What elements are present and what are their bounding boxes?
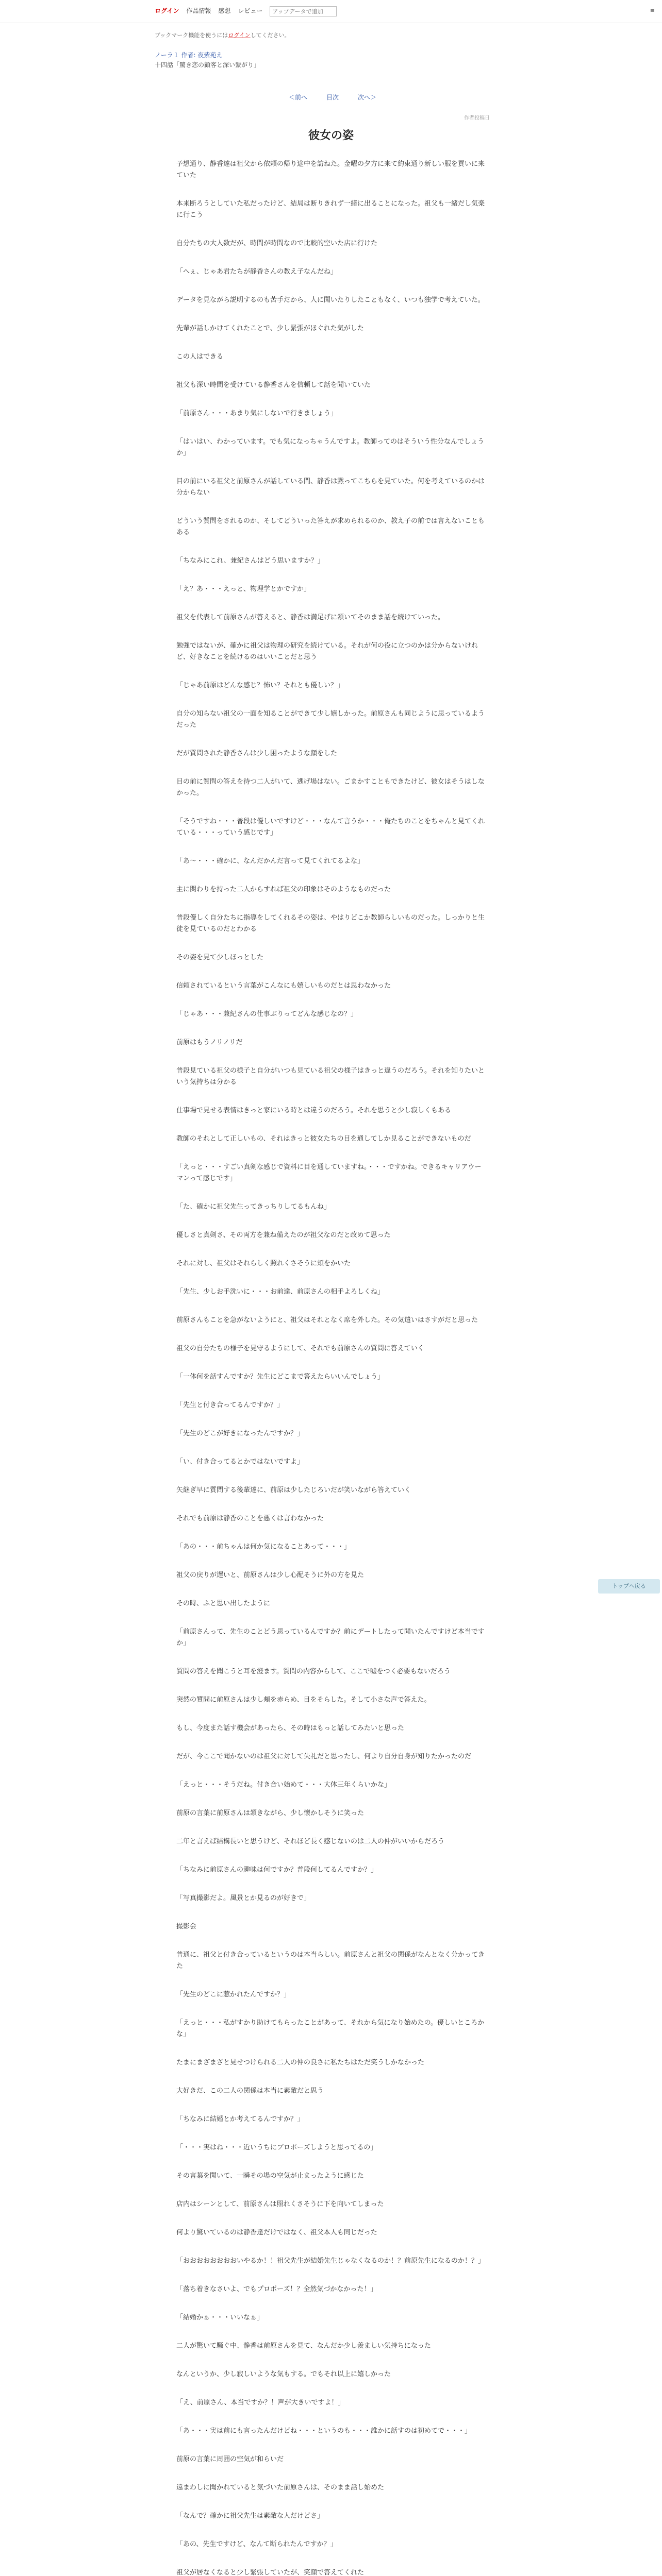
- paragraph: 祖父の戻りが遅いと、前原さんは少し心配そうに外の方を見た: [176, 1571, 365, 1579]
- paragraph: 「へぇ、じゃあ君たちが静香さんの教え子なんだね」: [176, 268, 338, 276]
- paragraph: 「あ～・・・確かに、なんだかんだ言って見てくれてるよな」: [176, 857, 365, 865]
- paragraph: もし、今度また話す機会があったら、その時はもっと話してみたいと思った: [176, 1724, 404, 1732]
- paragraph: 予想通り、静香達は祖父から依頼の帰り途中を訪ねた。金曜の夕方に来て約束通り新しい服を買いに来ていた: [176, 160, 485, 179]
- paragraph: 「えっと・・・すごい真剣な感じで資料に目を通していますね。・・・ですかね。できるキャリアウーマンって感じです」: [176, 1163, 482, 1182]
- paragraph: 「落ち着きなさいよ、でもプロポーズ！？全然気づかなかった！」: [176, 2285, 377, 2293]
- paragraph: 勉強ではないが、確かに祖父は物理の研究を続けている。それが何の役に立つのかは分からないけれど、好きなことを続けるのはいいことだと思う: [176, 642, 478, 661]
- paragraph: 「先生と付き合ってるんですか？」: [176, 1401, 284, 1409]
- paragraph: 「た、確かに祖父先生ってきっちりしてるもんね」: [176, 1203, 331, 1211]
- paragraph: 「結婚かぁ・・・いいなぁ」: [176, 2314, 264, 2321]
- paragraph: 祖父を代表して前原さんが答えると、静香は満足げに頷いてそのまま話を続けていった。: [176, 614, 445, 621]
- menu-icon[interactable]: ≡: [650, 7, 655, 14]
- notice-login-link[interactable]: ログイン: [228, 32, 251, 39]
- paragraph: 「そうですね・・・普段は優しいですけど・・・なんて言うか・・・俺たちのことをちゃんと見てくれている・・・っていう感じです」: [176, 818, 485, 837]
- paragraph: データを見ながら説明するのも苦手だから、人に聞いたりしたこともなく、いつも独学で考えていた。: [176, 296, 485, 304]
- paragraph: だが質問された静香さんは少し困ったような顔をした: [176, 750, 338, 757]
- nav-item-comments[interactable]: 感想: [218, 7, 231, 15]
- paragraph: 「おおおおおおおおいやるか！！祖父先生が結婚先生じゃなくなるのか！？前原先生になるのか！？」: [176, 2257, 485, 2265]
- paragraph: 店内はシーンとして、前原さんは照れくさそうに下を向いてしまった: [176, 2200, 384, 2208]
- notice-text-before: ブックマーク機能を使うには: [155, 32, 228, 39]
- paragraph: なんというか、少し寂しいような気もする。でもそれ以上に嬉しかった: [176, 2370, 391, 2378]
- paragraph: 何より驚いているのは静香達だけではなく、祖父本人も同じだった: [176, 2229, 377, 2236]
- top-bar: [0, 0, 662, 23]
- paragraph: それでも前原は静香のことを悪くは言わなかった: [176, 1515, 324, 1522]
- paragraph: 前原の言葉に周囲の空気が和らいだ: [176, 2455, 284, 2463]
- nav-item-info[interactable]: 作品情報: [186, 7, 211, 15]
- paragraph: 祖父の自分たちの様子を見守るようにして、それでも前原さんの質問に答えていく: [176, 1345, 424, 1352]
- paragraph: 大好きだ、この二人の関係は本当に素敵だと思う: [176, 2087, 324, 2095]
- paragraph: この人はできる: [176, 353, 224, 361]
- paragraph: 「い、付き合ってるとかではないですよ」: [176, 1458, 304, 1466]
- paragraph: 自分たちの大人数だが、時間が時間なので比較的空いた店に行けた: [176, 240, 378, 247]
- paragraph: だが、今ここで聞かないのは祖父に対して失礼だと思ったし、何より自分自身が知りたかったのだ: [176, 1753, 472, 1760]
- search-input[interactable]: [270, 6, 337, 16]
- paragraph: 祖父が居なくなると少し緊張していたが、笑顔で答えてくれた: [176, 2569, 365, 2576]
- paragraph: 遠まわしに聞かれていると気づいた前原さんは、そのまま話し始めた: [176, 2484, 385, 2492]
- paragraph: 目の前にいる祖父と前原さんが話している間、静香は黙ってこちらを見ていた。何を考えているのかは分からない: [176, 478, 485, 497]
- paragraph: 「先生のどこに惹かれたんですか？」: [176, 1991, 291, 1998]
- paragraph: 「じゃあ前原はどんな感じ？怖い？それとも優しい？」: [176, 682, 344, 689]
- toc-link[interactable]: 目次: [326, 94, 339, 101]
- top-nav: [155, 6, 337, 16]
- paragraph: 仕事場で見せる表情はきっと家にいる時とは違うのだろう。それを思うと少し寂しくもある: [176, 1107, 452, 1114]
- paragraph: 教師のそれとして正しいもの、それはきっと彼女たちの目を通してしか見ることができないものだ: [176, 1135, 471, 1143]
- paragraph: 「えっと・・・私がすかり助けてもらったことがあって、それから気になり始めたの。優しいところかな」: [176, 2019, 485, 2038]
- paragraph: 「えっと・・・そうだね。付き合い始めて・・・大体三年くらいかな」: [176, 1781, 391, 1789]
- paragraph: どういう質問をされるのか、そしてどういった答えが求められるのか、教え子の前では言えないこともある: [176, 517, 485, 536]
- paragraph: 「ちなみに前原さんの趣味は何ですか？普段何してるんですか？」: [176, 1866, 378, 1874]
- paragraph: 「前原さんって、先生のことどう思っているんですか？前にデートしたって聞いたんですけど本当ですか」: [176, 1628, 485, 1647]
- paragraph: 「え、前原さん、本当ですか？！声が大きいですよ！」: [176, 2399, 345, 2406]
- paragraph: それに対し、祖父はそれらしく照れくさそうに頬をかいた: [176, 1260, 351, 1267]
- pager: [289, 93, 376, 103]
- paragraph: 普段見ている祖父の様子と自分がいつも見ている祖父の様子はきっと違うのだろう。それを知りたいという気持ちは分かる: [176, 1067, 485, 1086]
- paragraph: 「ちなみにこれ、兼紀さんはどう思いますか？」: [176, 557, 324, 565]
- paragraph: その時、ふと思い出したように: [176, 1600, 271, 1607]
- paragraph: 優しさと真剣さ、その両方を兼ね備えたのが祖父なのだと改めて思った: [176, 1231, 391, 1239]
- paragraph: 「なんで？確かに祖父先生は素敵な人だけどさ」: [176, 2512, 324, 2520]
- paragraph: 矢継ぎ早に質問する後輩達に、前原は少したじろいだが笑いながら答えていく: [176, 1486, 411, 1494]
- paragraph: 普通に、祖父と付き合っているというのは本当らしい。前原さんと祖父の関係がなんとなく分かってきた: [176, 1951, 485, 1970]
- paragraph: 「あの、先生ですけど、なんて断られたんですか？」: [176, 2540, 337, 2548]
- paragraph: 「先生、少しお手洗いに・・・お前達、前原さんの相手よろしくね」: [176, 1288, 385, 1296]
- paragraph: 主に関わりを持った二人からすれば祖父の印象はそのようなものだった: [176, 886, 391, 893]
- paragraph: 「前原さん・・・あまり気にしないで行きましょう」: [176, 410, 338, 417]
- paragraph: 目の前に質問の答えを待つ二人がいて、逃げ場はない。ごまかすこともできたけど、彼女はそうはしなかった。: [176, 778, 485, 797]
- paragraph: 「じゃあ・・・兼紀さんの仕事ぶりってどんな感じなの？」: [176, 1010, 358, 1018]
- chapter-title: 彼女の姿: [308, 129, 354, 142]
- paragraph: 「はいはい、わかっています。でも気になっちゃうんですよ。教師ってのはそういう性分なんでしょうか」: [176, 438, 484, 457]
- paragraph: 「一体何を話すんですか？先生にどこまで答えたらいいんでしょう」: [176, 1373, 385, 1381]
- paragraph: 先輩が話しかけてくれたことで、少し緊張がほぐれた気がした: [176, 325, 364, 332]
- paragraph: 祖父も深い時間を受けている静香さんを信頼して話を聞いていた: [176, 381, 371, 389]
- paragraph: 普段優しく自分たちに指導をしてくれるその姿は、やはりどこか教師らしいものだった。しっかりと生徒を見ているのだとわかる: [176, 914, 485, 933]
- paragraph: 突然の質問に前原さんは少し頬を赤らめ、目をそらした。そして小さな声で答えた。: [176, 1696, 431, 1704]
- chapter-body: [176, 159, 486, 2576]
- notice-text-after: してください。: [250, 32, 290, 39]
- login-link[interactable]: ログイン: [155, 7, 179, 15]
- paragraph: 「え？あ・・・えっと、物理学とかですか」: [176, 585, 311, 593]
- paragraph: 撮影会: [176, 1923, 197, 1930]
- series-author[interactable]: ノーラ１ 作者: 夜紫苑え: [155, 52, 223, 59]
- paragraph: 「あ・・・実は前にも言ったんだけどね・・・というのも・・・誰かに話すのは初めてで・・・」: [176, 2427, 472, 2435]
- paragraph: 「・・・実はね・・・近いうちにプロポーズしようと思ってるの」: [176, 2144, 377, 2151]
- back-to-top-button[interactable]: トップへ戻る: [598, 1579, 660, 1594]
- paragraph: 二人が驚いて騒ぐ中、静香は前原さんを見て、なんだか少し羨ましい気持ちになった: [176, 2342, 431, 2350]
- paragraph: 「ちなみに結婚とか考えてるんですか？」: [176, 2115, 304, 2123]
- paragraph: 「あの・・・前ちゃんは何か気になることあって・・・」: [176, 1543, 351, 1551]
- nav-item-reviews[interactable]: レビュー: [238, 7, 263, 15]
- paragraph: 前原はもうノリノリだ: [176, 1039, 243, 1046]
- series-chapter: 十四話「驚き恋の顧客と深い繋がり」: [155, 61, 260, 69]
- paragraph: 本来断ろうとしていた私だったけど、結局は断りきれず一緒に出ることになった。祖父も一緒だし気楽に行こう: [176, 200, 485, 219]
- paragraph: たまにまざまざと見せつけられる二人の仲の良さに私たちはただ笑うしかなかった: [176, 2059, 425, 2066]
- paragraph: 「先生のどこが好きになったんですか？」: [176, 1430, 304, 1437]
- publish-date: 作者投稿日: [464, 115, 490, 121]
- paragraph: 信頼されているという言葉がこんなにも嬉しいものだとは思わなかった: [176, 982, 391, 990]
- bookmark-notice: [155, 31, 290, 40]
- paragraph: 前原の言葉に前原さんは頷きながら、少し懐かしそうに笑った: [176, 1809, 365, 1817]
- paragraph: 前原さんもことを急がないようにと、祖父はそれとなく席を外した。その気遣いはさすがだと思った: [176, 1316, 478, 1324]
- paragraph: 「写真撮影だよ。風景とか見るのが好きで」: [176, 1894, 311, 1902]
- paragraph: 質問の答えを聞こうと耳を澄ます。質問の内容からして、ここで嘘をつく必要もないだろう: [176, 1668, 451, 1675]
- next-link[interactable]: 次へ＞: [357, 94, 376, 101]
- paragraph: 自分の知らない祖父の一面を知ることができて少し嬉しかった。前原さんも同じように思っているようだった: [176, 710, 485, 729]
- series-info: [155, 50, 260, 70]
- prev-link[interactable]: ＜前へ: [289, 94, 308, 101]
- paragraph: 二年と言えば結構長いと思うけど、それほど長く感じないのは二人の仲がいいからだろう: [176, 1838, 445, 1845]
- paragraph: その姿を見て少しほっとした: [176, 954, 264, 961]
- paragraph: その言葉を聞いて、一瞬その場の空気が止まったように感じた: [176, 2172, 364, 2180]
